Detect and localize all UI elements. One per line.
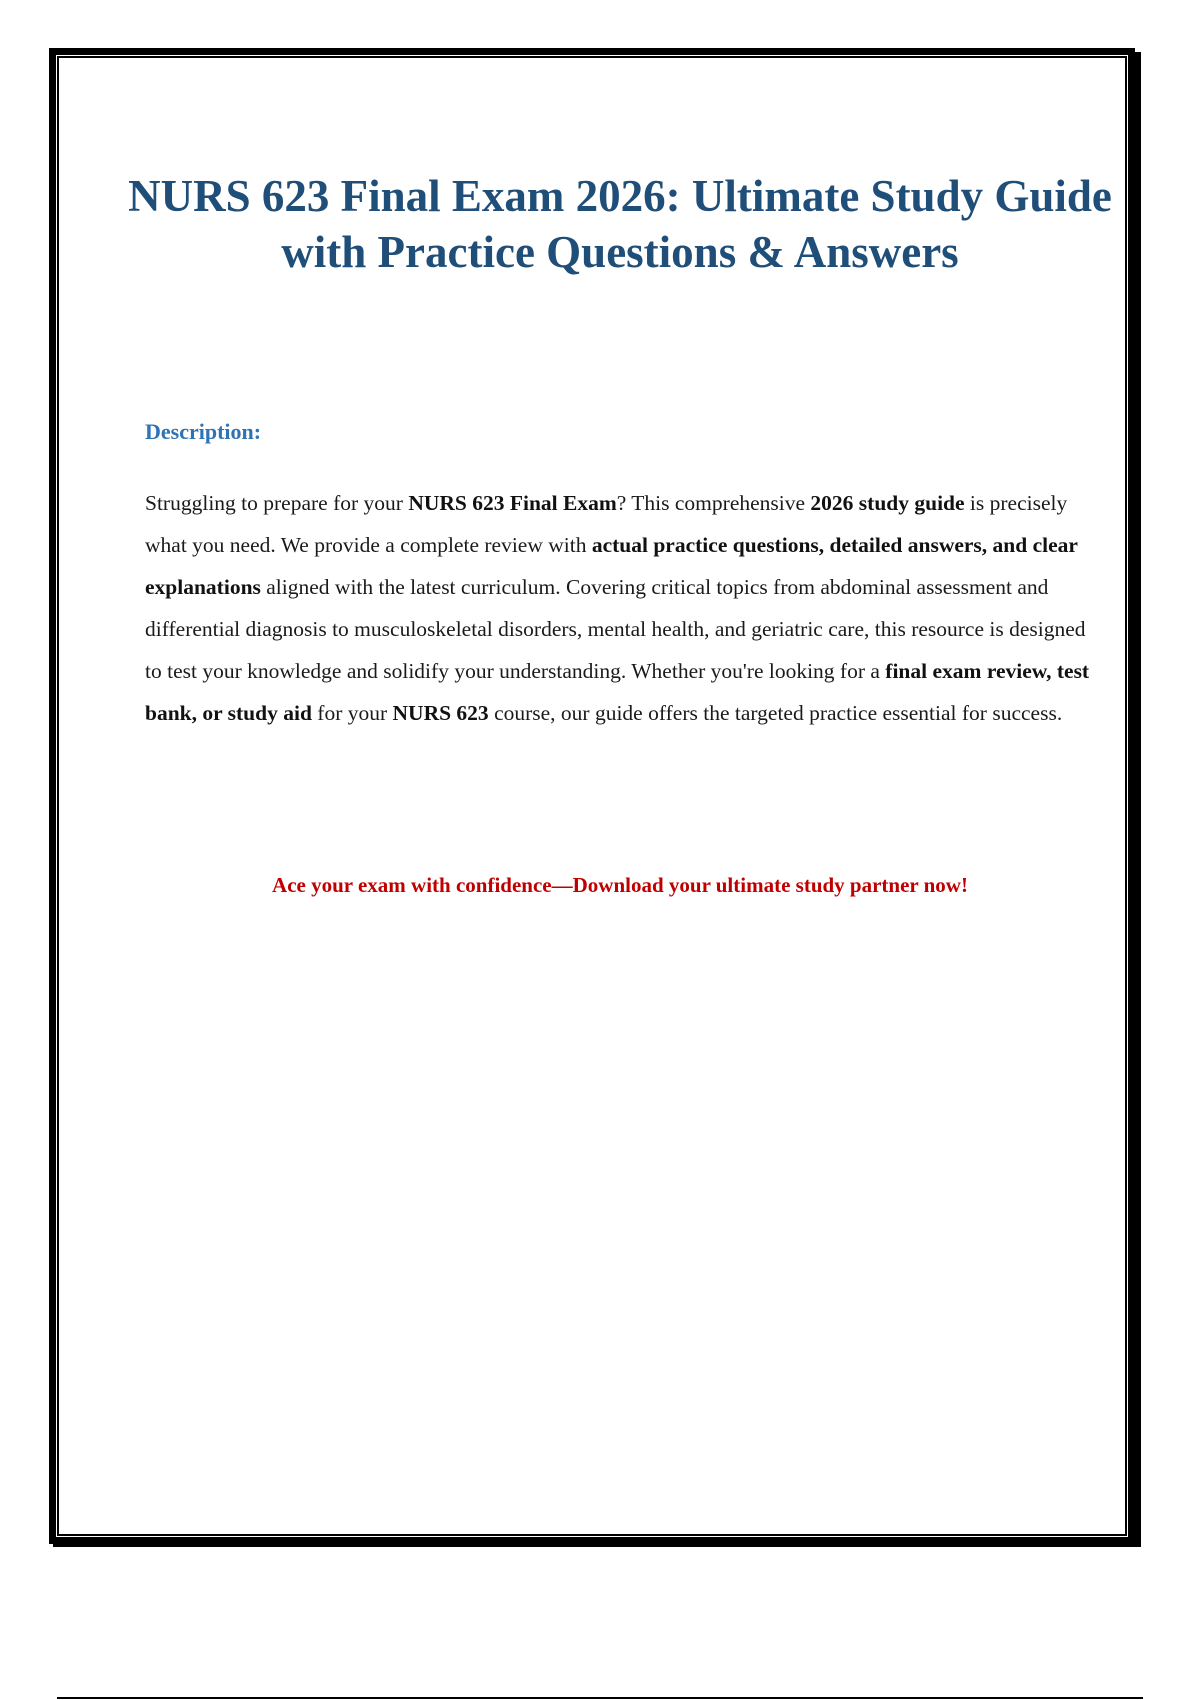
description-emphasis: 2026 study guide [810,491,965,515]
page-border-shadow-bottom [53,1544,1141,1547]
call-to-action: Ace your exam with confidence—Download your ultimate study partner now! [272,873,968,897]
description-heading: Description: [145,419,262,444]
description-emphasis: actual practice questions, detailed answers, and clear explanations [145,533,1078,599]
description-emphasis: NURS 623 [392,701,489,725]
description-text: course, our guide offers the targeted practice essential for success. [488,701,1063,725]
page-border-shadow-right [1135,52,1141,1546]
description-paragraph [145,482,1095,734]
document-title: NURS 623 Final Exam 2026: Ultimate Study Guide with Practice Questions & Answers [128,171,1112,277]
description-text: Struggling to prepare for your [145,491,409,515]
description-emphasis: final exam review, test bank, or study aid [145,659,1090,725]
description-text: ? This comprehensive [616,491,811,515]
description-text: for your [311,701,393,725]
description-emphasis: NURS 623 Final Exam [408,491,617,515]
description-text: is precisely what you need. We provide a complete review with [145,491,1068,557]
description-text: aligned with the latest curriculum. Covering critical topics from abdominal assessment and differential diagnosis to musculoskeletal disorders, mental health, and geriatric care, this resource is designed to test your knowledge and solidify your understanding. Whether you're looking for a [145,575,1086,683]
footer-rule [57,1697,1143,1699]
